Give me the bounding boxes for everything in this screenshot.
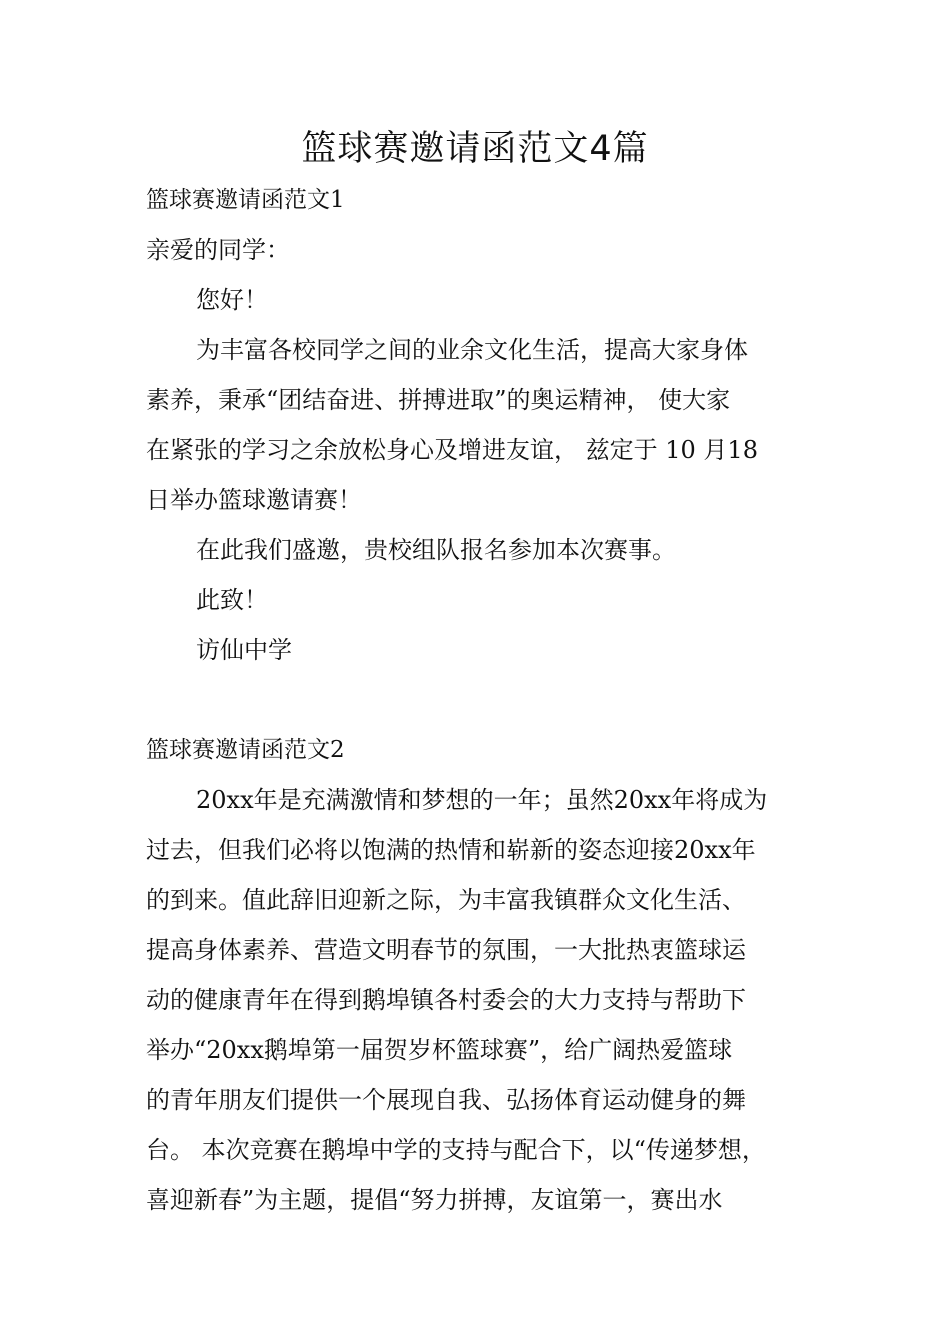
section-2-paragraph-line: 举办“20xx鹅埠第一届贺岁杯篮球赛”，给广阔热爱篮球 bbox=[146, 1036, 733, 1064]
closing: 此致！ bbox=[196, 586, 268, 614]
salutation: 亲爱的同学： bbox=[146, 236, 290, 264]
section-1-paragraph-line: 日举办篮球邀请赛！ bbox=[146, 486, 362, 514]
section-1-paragraph-line: 为丰富各校同学之间的业余文化生活，提高大家身体 bbox=[196, 336, 748, 364]
section-1-paragraph-line: 在紧张的学习之余放松身心及增进友谊， 兹定于 10 月18 bbox=[146, 436, 758, 464]
greeting: 您好！ bbox=[196, 286, 268, 314]
section-2-paragraph-line: 台。 本次竞赛在鹅埠中学的支持与配合下，以“传递梦想， bbox=[146, 1136, 766, 1164]
section-1-heading: 篮球赛邀请函范文1 bbox=[146, 187, 345, 213]
document-title: 篮球赛邀请函范文4篇 bbox=[301, 129, 649, 169]
section-2-paragraph-line: 喜迎新春”为主题，提倡“努力拼搏，友谊第一，赛出水 bbox=[146, 1186, 723, 1214]
section-2-paragraph-line: 过去，但我们必将以饱满的热情和崭新的姿态迎接20xx年 bbox=[146, 836, 756, 864]
section-2-heading: 篮球赛邀请函范文2 bbox=[146, 737, 345, 763]
section-2-paragraph-line: 的到来。值此辞旧迎新之际，为丰富我镇群众文化生活、 bbox=[146, 886, 746, 914]
section-2-paragraph-line: 提高身体素养、营造文明春节的氛围，一大批热衷篮球运 bbox=[146, 936, 746, 964]
section-1-paragraph-line: 素养，秉承“团结奋进、拼搏进取”的奥运精神， 使大家 bbox=[146, 386, 731, 414]
section-2-paragraph-line: 20xx年是充满激情和梦想的一年；虽然20xx年将成为 bbox=[196, 786, 768, 814]
section-2-paragraph-line: 的青年朋友们提供一个展现自我、弘扬体育运动健身的舞 bbox=[146, 1086, 746, 1114]
section-2-paragraph-line: 动的健康青年在得到鹅埠镇各村委会的大力支持与帮助下 bbox=[146, 986, 746, 1014]
invitation-paragraph: 在此我们盛邀，贵校组队报名参加本次赛事。 bbox=[196, 536, 676, 564]
signature: 访仙中学 bbox=[196, 636, 292, 664]
